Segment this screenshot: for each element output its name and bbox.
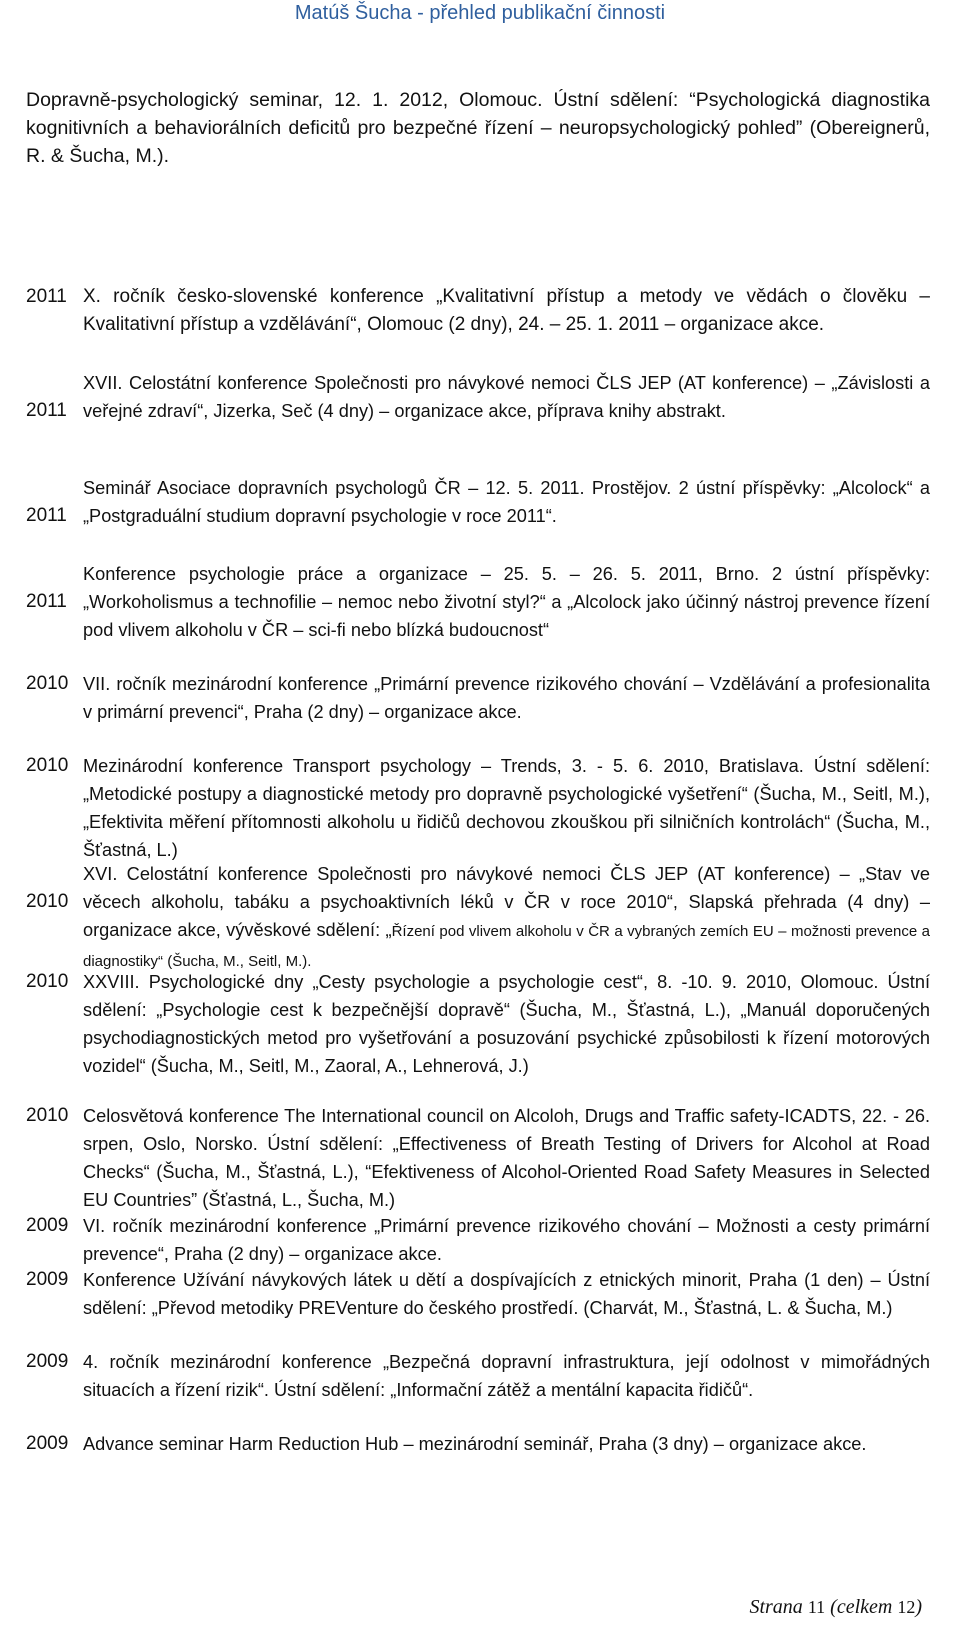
entry-text: 4. ročník mezinárodní konference „Bezpečná dopravní infrastruktura, její odolnost v mimořádných situacích a řízení rizik“. Ústní sdělení: „Informační zátěž a mentální kapacita řidičů“. — [83, 1352, 930, 1400]
entry-year: 2011 — [26, 400, 67, 421]
footer-page-number: 11 — [807, 1597, 826, 1617]
intro-paragraph: Dopravně-psychologický seminar, 12. 1. 2012, Olomouc. Ústní sdělení: “Psychologická diagnostika kognitivních a behaviorálních deficitů pro bezpečné řízení – neuropsychologický pohled” (Obereignerů, R. & Šucha, M.). — [26, 89, 930, 167]
entry-text: Mezinárodní konference Transport psychology – Trends, 3. - 5. 6. 2010, Bratislava. Ústní sdělení: „Metodické postupy a diagnostické metody pro dopravně psychologické vyšetření“ (Šucha, M., Seitl, M.), „Efektivita měření přítomnosti alkoholu u řidičů dechovou zkouškou při silničních kontrolách“ (Šucha, M., Šťastná, L.) — [83, 756, 930, 860]
page-header-title: Matúš Šucha - přehled publikační činnosti — [294, 2, 666, 24]
entry-year: 2009 — [26, 1215, 69, 1236]
entry-text: Konference psychologie práce a organizace – 25. 5. – 26. 5. 2011, Brno. 2 ústní příspěvky: „Workoholismus a technofilie – nemoc nebo životní styl?“ a „Alcolock jako účinný nástroj prevence řízení pod vlivem alkoholu v ČR – sci-fi nebo blízká budoucnost“ — [83, 564, 930, 640]
entry-year: 2009 — [26, 1351, 69, 1372]
footer-label: Strana — [749, 1596, 803, 1618]
entry-text: Celosvětová konference The International council on Alcoloh, Drugs and Traffic safety-ICADTS, 22. - 26. srpen, Oslo, Norsko. Ústní sdělení: „Effectiveness of Breath Testing of Drivers for Alcohol at Road Checks“ (Šucha, M., Šťastná, L.), “Efektiveness of Alcohol-Oriented Road Safety Measures in Selected EU Countries” (Šťastná, L., Šucha, M.) — [83, 1106, 930, 1210]
entry-year: 2011 — [26, 286, 67, 307]
footer-total-label: (celkem — [830, 1596, 893, 1618]
entry-year: 2010 — [26, 971, 69, 992]
entry-year: 2010 — [26, 673, 69, 694]
entry-text: VI. ročník mezinárodní konference „Primární prevence rizikového chování – Možnosti a cesty primární prevence“, Praha (2 dny) – organizace akce. — [83, 1216, 930, 1264]
entry-year: 2010 — [26, 755, 69, 776]
page-footer — [749, 1596, 922, 1619]
footer-close-paren: ) — [915, 1596, 922, 1618]
entry-text: VII. ročník mezinárodní konference „Primární prevence rizikového chování – Vzdělávání a profesionalita v primární prevenci“, Praha (2 dny) – organizace akce. — [83, 674, 930, 722]
entry-year: 2010 — [26, 1105, 69, 1126]
entry-text: X. ročník česko-slovenské konference „Kvalitativní přístup a metody ve vědách o člověku – Kvalitativní přístup a vzdělávání“, Olomouc (2 dny), 24. – 25. 1. 2011 – organizace akce. — [83, 286, 930, 335]
entry-year: 2009 — [26, 1433, 69, 1454]
entry-text: Konference Užívání návykových látek u dětí a dospívajících z etnických minorit, Praha (1 den) – Ústní sdělení: „Převod metodiky PREVenture do českého prostředí. (Charvát, M., Šťastná, L. & Šucha, M.) — [83, 1270, 930, 1318]
entry-text-main: XVI. Celostátní konference Společnosti pro návykové nemoci ČLS JEP (AT konference) – „Stav ve věcech alkoholu, tabáku a psychoaktivních léků v ČR v roce 2010“, Slapská přehrada (4 dny) – organizace akce, vývěskové sdělení: „ — [83, 864, 930, 940]
entry-text: Seminář Asociace dopravních psychologů ČR – 12. 5. 2011. Prostějov. 2 ústní příspěvky: „Alcolock“ a „Postgraduální studium dopravní psychologie v roce 2011“. — [83, 478, 930, 526]
entry-text: XXVIII. Psychologické dny „Cesty psychologie a psychologie cest“, 8. -10. 9. 2010, Olomouc. Ústní sdělení: „Psychologie cest k bezpečnější dopravě“ (Šucha, M., Šťastná, L.), „Manuál doporučených psychodiagnostických metod pro vyšetřování a posuzování psychické způsobilosti k řízení motorových vozidel“ (Šucha, M., Seitl, M., Zaoral, A., Lehnerová, J.) — [83, 972, 930, 1076]
entry-year: 2009 — [26, 1269, 69, 1290]
footer-total-pages: 12 — [897, 1597, 916, 1617]
entry-year: 2011 — [26, 591, 67, 612]
entry-year: 2011 — [26, 505, 67, 526]
entry-text: Advance seminar Harm Reduction Hub – mezinárodní seminář, Praha (3 dny) – organizace akce. — [83, 1434, 867, 1454]
entry-year: 2010 — [26, 891, 69, 912]
entry-text: XVII. Celostátní konference Společnosti pro návykové nemoci ČLS JEP (AT konference) – „Závislosti a veřejné zdraví“, Jizerka, Seč (4 dny) – organizace akce, příprava knihy abstrakt. — [83, 373, 930, 421]
entry-text — [83, 860, 930, 976]
entry-text-tail: Řízení pod vlivem alkoholu v ČR a vybraných zemích EU – možnosti prevence a diagnostiky“ (Šucha, M., Seitl, M.). — [83, 923, 930, 970]
